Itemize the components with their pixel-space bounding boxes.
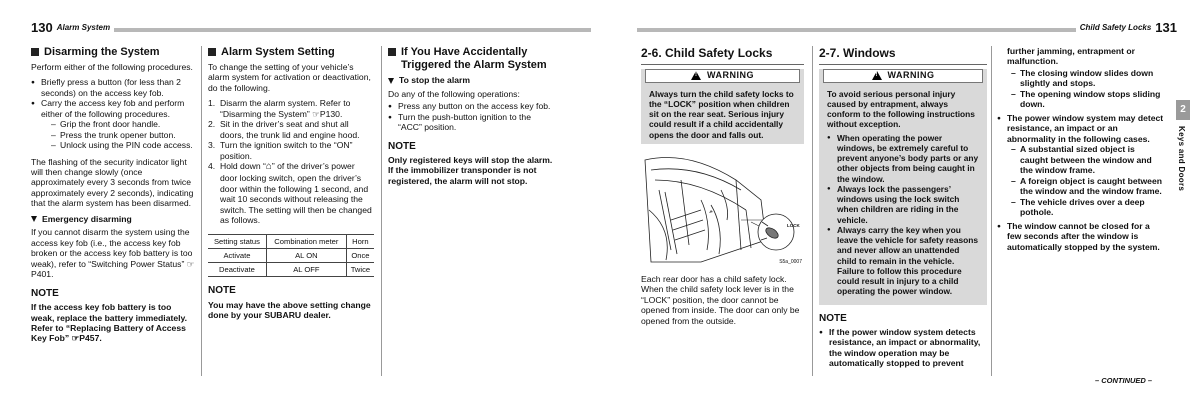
table-cell: AL OFF: [266, 263, 346, 277]
list-item: – Press the trunk opener button.: [51, 130, 196, 140]
subsection-heading: Emergency disarming: [31, 214, 196, 224]
list-item: ● When operating the power windows, be extremely careful to prevent anyone’s body parts or any other objects from being caught in the window.: [827, 133, 979, 184]
table-header: Setting status: [208, 234, 266, 248]
table-header: Combination meter: [266, 234, 346, 248]
warning-box: [641, 69, 804, 144]
right-page: [597, 0, 1194, 400]
list-item: 3. Turn the ignition switch to the “ON” position.: [208, 140, 353, 161]
right-page-number: 131: [1155, 20, 1177, 35]
column-divider: [381, 46, 382, 376]
dash-list: [51, 119, 196, 150]
section-heading: If You Have Accidentally Triggered the Alarm System: [388, 46, 553, 71]
body-text: The flashing of the security indicator light will then change slowly (once approximately every 3 seconds from twice approximately every 2 seconds), indicating that the alarm system has been disarmed.: [31, 156, 194, 209]
list-item: ● Press any button on the access key fob.: [388, 101, 553, 111]
child-safety-locks-section: [641, 46, 804, 331]
note-heading: NOTE: [388, 140, 416, 152]
setting-table: [208, 234, 374, 278]
windows-note-continued: [997, 46, 1165, 256]
warning-triangle-icon: [691, 71, 701, 80]
note-text: If the access key fob battery is too weak, replace the battery immediately. Refer to “Replacing Battery of Access Key Fob” ☞P457.: [31, 302, 188, 344]
list-item: ● Turn the push-button ignition to the “ACC” position.: [388, 112, 553, 133]
bullet-list: [31, 77, 196, 150]
list-item: – The vehicle drives over a deep pothole.: [1011, 197, 1165, 218]
square-bullet-icon: [31, 48, 39, 56]
left-page-number: 130: [31, 20, 53, 35]
chapter-side-tab: [1172, 100, 1194, 220]
table-header-row: [208, 234, 374, 248]
setting-section: [208, 46, 374, 326]
list-item: ● The power window system may detect resistance, an impact or an abnormality in the following cases. – A substantial sized object is caught between the window and the window frame. – A foreign object is caught between the window and the window frame. – The vehicle drives over a deep pothole.: [997, 113, 1165, 218]
windows-section: [819, 46, 987, 373]
list-item: – The closing window slides down slightly and stops.: [1011, 68, 1165, 89]
table-row: [208, 263, 374, 277]
figure-code: S5a_0007: [779, 258, 802, 265]
lock-switch-icon: ⌂: [265, 161, 272, 172]
chapter-title: Keys and Doors: [1176, 126, 1186, 192]
square-bullet-icon: [388, 48, 396, 56]
section-heading: Disarming the System: [31, 46, 196, 59]
column-divider: [991, 46, 992, 376]
note-heading: NOTE: [819, 312, 847, 324]
bullet-list: [997, 113, 1165, 252]
table-cell: Twice: [346, 263, 374, 277]
body-text: Each rear door has a child safety lock. When the child safety lock lever is in the “LOCK” position, the door cannot be opened from inside. The door can only be opened from the outside.: [641, 273, 800, 326]
disarming-section: [31, 46, 196, 349]
step-list: [208, 98, 374, 226]
square-bullet-icon: [208, 48, 216, 56]
table-cell: Deactivate: [208, 263, 266, 277]
left-running-title: Alarm System: [56, 23, 111, 33]
door-lock-drawing: [641, 150, 804, 266]
table-cell: Once: [346, 248, 374, 262]
column-divider: [812, 46, 813, 376]
intro-text: To change the setting of your vehicle’s alarm system for activation or deactivation, do the following.: [208, 61, 371, 93]
chapter-number: 2: [1176, 100, 1190, 120]
warning-header: ! WARNING: [645, 69, 800, 83]
left-page-header: [31, 20, 591, 34]
dash-list: [1011, 144, 1165, 217]
right-running-title: Child Safety Locks: [1079, 23, 1152, 33]
warning-header: ! WARNING: [823, 69, 983, 83]
note-heading: NOTE: [31, 287, 59, 299]
bullet-list: [819, 327, 987, 369]
list-item: ● Always lock the passengers’ windows using the lock switch when children are riding in the vehicle.: [827, 184, 979, 225]
header-rule: [637, 28, 1076, 32]
note-text: further jamming, entrapment or malfunction.: [1007, 46, 1135, 67]
intro-text: Do any of the following operations:: [388, 88, 520, 99]
continued-marker: – CONTINUED –: [1095, 376, 1153, 385]
note-text: You may have the above setting change done by your SUBARU dealer.: [208, 299, 371, 321]
bullet-list: [388, 101, 553, 132]
accidental-alarm-section: [388, 46, 553, 191]
bullet-list: [827, 133, 979, 297]
list-item: 2. Sit in the driver’s seat and shut all doors, the trunk lid and engine hood.: [208, 119, 360, 140]
list-item: – Grip the front door handle.: [51, 119, 196, 129]
chapter-heading: 2-6. Child Safety Locks: [641, 46, 804, 65]
table-row: [208, 248, 374, 262]
chapter-heading: 2-7. Windows: [819, 46, 987, 65]
warning-triangle-icon: [872, 71, 882, 80]
table-cell: Activate: [208, 248, 266, 262]
header-rule: [114, 28, 591, 32]
lock-position-label: LOCK: [787, 222, 800, 228]
body-text: If you cannot disarm the system using the access key fob (i.e., the access key fob broken or the access key fob battery is too weak), refer to “Switching Power Status” ☞P401.: [31, 227, 195, 280]
column-divider: [201, 46, 202, 376]
section-heading: Alarm System Setting: [208, 46, 374, 59]
list-item: ● Always carry the key when you leave the vehicle for safety reasons and never allow an unattended child to remain in the vehicle. Failure to follow this procedure could result in injury to a child operating the power window.: [827, 225, 979, 297]
list-item: 4. Hold down “⌂” of the driver’s power door locking switch, open the driver’s door within the following 1 second, and wait 10 seconds without releasing the switch. The setting will then be changed as follows.: [208, 161, 372, 226]
list-item: ● The window cannot be closed for a few seconds after the window is automatically stopped by the system.: [997, 221, 1165, 252]
intro-text: Perform either of the following procedures.: [31, 61, 193, 72]
list-item: ● Carry the access key fob and perform either of the following procedures. – Grip the front door handle. – Press the trunk opener button. – Unlock using the PIN code access.: [31, 98, 196, 150]
list-item: – The opening window stops sliding down.: [1011, 89, 1165, 110]
triangle-bullet-icon: [388, 78, 394, 84]
table-header: Horn: [346, 234, 374, 248]
list-item: – A substantial sized object is caught between the window and the window frame.: [1011, 144, 1165, 175]
dash-list: [1011, 68, 1165, 110]
subsection-heading: To stop the alarm: [388, 75, 553, 85]
list-item: 1. Disarm the alarm system. Refer to “Disarming the System” ☞P130.: [208, 98, 351, 119]
child-lock-illustration: [641, 150, 804, 266]
warning-box: [819, 69, 987, 305]
warning-text: To avoid serious personal injury caused by entrapment, always conform to the following instructions without exception. ● When operating the power windows, be extremely careful to prevent anyone’s body parts or any other objects from being caught in the window. ● Always lock the passengers’ windows using the lock switch when children are riding in the vehicle. ● Always carry the key when you leave the vehicle for safety reasons and never allow an unattended child to remain in the vehicle. Failure to follow this procedure could result in injury to a child operating the power window.: [819, 89, 987, 297]
triangle-bullet-icon: [31, 216, 37, 222]
table-cell: AL ON: [266, 248, 346, 262]
list-item: – A foreign object is caught between the window and the window frame.: [1011, 176, 1165, 197]
note-text: Only registered keys will stop the alarm. If the immobilizer transponder is not registered, the alarm will not stop.: [388, 154, 553, 186]
list-item: ● If the power window system detects resistance, an impact or abnormality, the window operation may be automatically stopped to prevent: [819, 327, 987, 369]
list-item: ● Briefly press a button (for less than 2 seconds) on the access key fob.: [31, 77, 196, 98]
right-page-header: [637, 20, 1177, 34]
warning-text: Always turn the child safety locks to the “LOCK” position when children sit on the rear seat. Serious injury could result if a child accidentally opens the door and falls out.: [649, 88, 794, 140]
list-item: – Unlock using the PIN code access.: [51, 140, 196, 150]
note-heading: NOTE: [208, 285, 236, 297]
